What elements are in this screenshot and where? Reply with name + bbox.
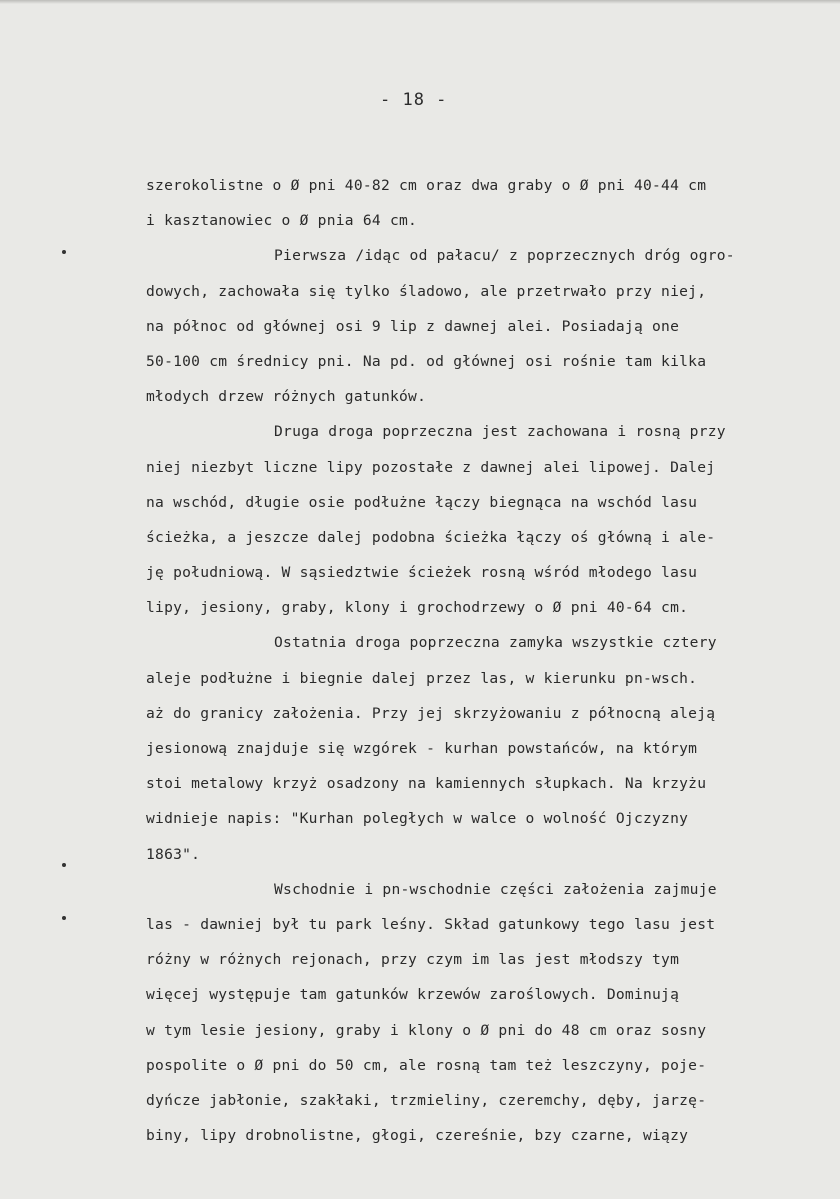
- text-line: ścieżka, a jeszcze dalej podobna ścieżka łączy oś główną i ale-: [146, 528, 716, 546]
- text-line: las - dawniej był tu park leśny. Skład gatunkowy tego lasu jest: [146, 915, 716, 933]
- text-line: jesionową znajduje się wzgórek - kurhan powstańców, na którym: [146, 740, 698, 757]
- text-line: stoi metalowy krzyż osadzony na kamiennych słupkach. Na krzyżu: [146, 775, 707, 793]
- text-line: na północ od głównej osi 9 lip z dawnej alei. Posiadają one: [146, 317, 680, 335]
- text-line: lipy, jesiony, graby, klony i grochodrzewy o Ø pni 40-64 cm.: [146, 599, 689, 617]
- text-line: młodych drzew różnych gatunków.: [146, 388, 427, 406]
- text-line: niej niezbyt liczne lipy pozostałe z dawnej alei lipowej. Dalej: [146, 458, 716, 476]
- text-line: Wschodnie i pn-wschodnie części założenia zajmuje: [274, 880, 717, 898]
- text-line: różny w różnych rejonach, przy czym im las jest młodszy tym: [146, 951, 680, 969]
- text-line: Ostatnia droga poprzeczna zamyka wszystkie cztery: [274, 634, 717, 652]
- margin-dot: [62, 916, 66, 920]
- text-line: w tym lesie jesiony, graby i klony o Ø pni do 48 cm oraz sosny: [146, 1021, 707, 1039]
- margin-dot: [62, 250, 66, 254]
- text-line: więcej występuje tam gatunków krzewów zaroślowych. Dominują: [146, 986, 680, 1004]
- body-text: [146, 168, 818, 1153]
- text-line: i kasztanowiec o Ø pnia 64 cm.: [146, 212, 418, 230]
- text-line: ję południową. W sąsiedztwie ścieżek rosną wśród młodego lasu: [146, 564, 698, 582]
- margin-dot: [62, 863, 66, 867]
- text-line: dowych, zachowała się tylko śladowo, ale przetrwało przy niej,: [146, 282, 707, 300]
- text-line: aleje podłużne i biegnie dalej przez las, w kierunku pn-wsch.: [146, 669, 698, 687]
- text-line: widnieje napis: "Kurhan poległych w walce o wolność Ojczyzny: [146, 810, 689, 828]
- text-line: dyńcze jabłonie, szakłaki, trzmieliny, czeremchy, dęby, jarzę-: [146, 1091, 707, 1109]
- text-line: 50-100 cm średnicy pni. Na pd. od głównej osi rośnie tam kilka: [146, 352, 707, 370]
- text-line: 1863".: [146, 845, 201, 863]
- text-line: na wschód, długie osie podłużne łączy biegnąca na wschód lasu: [146, 493, 698, 511]
- page-number: - 18 -: [380, 90, 448, 110]
- text-line: aż do granicy założenia. Przy jej skrzyżowaniu z północną aleją: [146, 704, 716, 722]
- text-line: Druga droga poprzeczna jest zachowana i rosną przy: [274, 423, 726, 441]
- text-line: biny, lipy drobnolistne, głogi, czereśnie, bzy czarne, wiązy: [146, 1127, 689, 1145]
- text-line: pospolite o Ø pni do 50 cm, ale rosną tam też leszczyny, poje-: [146, 1056, 707, 1074]
- text-line: szerokolistne o Ø pni 40-82 cm oraz dwa graby o Ø pni 40-44 cm: [146, 177, 707, 194]
- text-line: Pierwsza /idąc od pałacu/ z poprzecznych dróg ogro-: [274, 247, 735, 265]
- scan-edge: [0, 0, 840, 4]
